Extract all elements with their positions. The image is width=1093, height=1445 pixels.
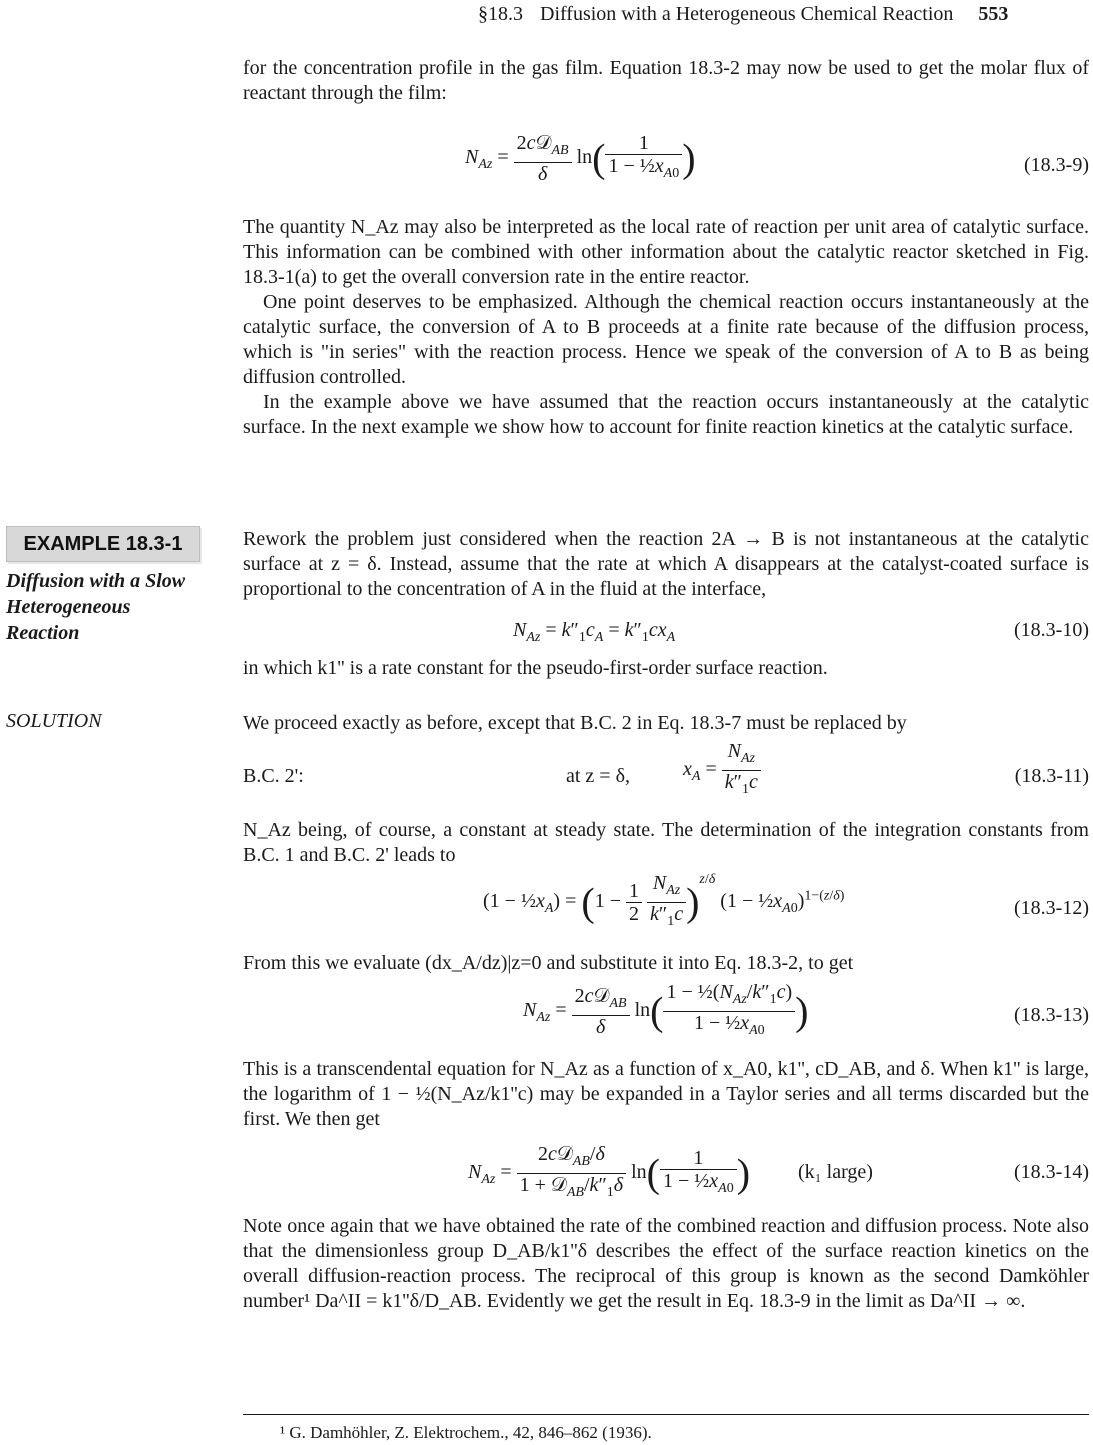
example-badge: EXAMPLE 18.3-1 bbox=[6, 526, 200, 562]
equation-body: $N_{Az} = k''_1c_A = k''_1cx_A$ bbox=[513, 619, 676, 645]
equation-18-3-10 bbox=[243, 617, 1089, 657]
equation-18-3-13 bbox=[243, 981, 1089, 1038]
paragraph-text: Note once again that we have obtained the rate of the combined reaction and diffusion process. Note also that the dimensionless group D_AB/k1''δ describes the effect of the surface reaction kinetics on the overall diffusion-reaction process. The reciprocal of this group is known as the second Damköhler number¹ Da^II = k1''δ/D_AB. Evidently we get the result in Eq. 18.3-9 in the limit as Da^II → ∞. bbox=[243, 1215, 1089, 1312]
equation-number: (18.3-12) bbox=[1014, 897, 1089, 919]
equation-number: (18.3-14) bbox=[1014, 1161, 1089, 1183]
paragraph-text: N_Az being, of course, a constant at steady state. The determination of the integration constants from B.C. 1 and B.C. 2' leads to bbox=[243, 819, 1089, 866]
footnote-rule bbox=[243, 1414, 1089, 1415]
equation-note: (k₁ large) bbox=[798, 1161, 873, 1183]
equation-number: (18.3-13) bbox=[1014, 1004, 1089, 1026]
equation-18-3-12 bbox=[243, 872, 1089, 929]
paragraph-text: The quantity N_Az may also be interpreted as the local rate of reaction per unit area of catalytic surface. This information can be combined with other information about the catalytic reactor sketched in Fig. 18.3-1(a) to get the overall conversion rate in the entire reactor. bbox=[243, 216, 1089, 288]
equation-18-3-14 bbox=[243, 1143, 1089, 1200]
footnote: ¹ G. Damhöhler, Z. Elektrochem., 42, 846–862 (1936). bbox=[280, 1423, 652, 1442]
running-header bbox=[478, 3, 1090, 29]
paragraph-intro bbox=[243, 56, 1089, 106]
paragraph-text: We proceed exactly as before, except that B.C. 2 in Eq. 18.3-7 must be replaced by bbox=[243, 712, 907, 734]
paragraph-discussion bbox=[243, 215, 1089, 440]
header-section: §18.3 bbox=[478, 3, 523, 25]
equation-number: (18.3-9) bbox=[1024, 154, 1089, 176]
boundary-condition-label: B.C. 2': bbox=[243, 765, 304, 787]
solution-label: SOLUTION bbox=[6, 710, 102, 732]
equation-18-3-9 bbox=[243, 132, 1089, 186]
equation-body: $N_{Az}$ = $\frac{2c𝒟_{AB}}{\delta}$ ln( $\frac{1 - \frac{1}{2}(N_{Az}/k''_1c)}{1 - \frac{1}{2}x_{A0}}$ ) bbox=[523, 981, 808, 1042]
equation-condition: at z = δ, bbox=[566, 765, 631, 787]
solution-paragraph bbox=[243, 1057, 1089, 1132]
paragraph-text: in which k1'' is a rate constant for the pseudo-first-order surface reaction. bbox=[243, 657, 828, 679]
paragraph-text: One point deserves to be emphasized. Although the chemical reaction occurs instantaneously at the catalytic surface, the conversion of A to B proceeds at a finite rate because of the diffusion process, which is "in series" with the reaction process. Hence we speak of the conversion of A to B as being diffusion controlled. bbox=[243, 291, 1089, 388]
page-number: 553 bbox=[978, 3, 1009, 25]
example-title-line: Diffusion with a Slow bbox=[6, 570, 186, 592]
paragraph-text: Rework the problem just considered when the reaction 2A → B is not instantaneous at the catalytic surface at z = δ. Instead, assume that the rate at which A disappears at the catalyst-coated surface is proportional to the concentration of A in the fluid at the interface, bbox=[243, 528, 1089, 600]
example-note bbox=[243, 656, 1089, 681]
equation-number: (18.3-10) bbox=[1014, 619, 1089, 641]
equation-number: (18.3-11) bbox=[1014, 765, 1089, 787]
example-title bbox=[6, 568, 231, 646]
paragraph-text: for the concentration profile in the gas film. Equation 18.3-2 may now be used to get the molar flux of reactant through the film: bbox=[243, 57, 1089, 104]
solution-paragraph bbox=[243, 951, 1089, 976]
example-statement bbox=[243, 527, 1089, 602]
equation-18-3-11 bbox=[243, 740, 1089, 797]
solution-paragraph bbox=[243, 818, 1089, 868]
equation-body: $x_A$ = $\frac{N_{Az}}{k''_1c}$ bbox=[683, 740, 761, 801]
equation-body: $N_{Az}$ = $\frac{2c𝒟_{AB}/\delta}{1 + 𝒟_{AB}/k''_1\delta}$ ln( $\frac{1}{1 - \frac{1}{2}x_{A0}}$ ) bbox=[468, 1143, 750, 1204]
solution-intro bbox=[243, 711, 1089, 736]
solution-paragraph bbox=[243, 1214, 1089, 1314]
example-title-line: Heterogeneous bbox=[6, 596, 131, 618]
paragraph-text: In the example above we have assumed that the reaction occurs instantaneously at the catalytic surface. In the next example we show how to account for finite reaction kinetics at the catalytic surface. bbox=[243, 391, 1089, 438]
example-title-line: Reaction bbox=[6, 622, 80, 644]
equation-body: $N_{Az}$ = $\frac{2c𝒟_{AB}}{\delta}$ ln( $\frac{1}{1 - \frac{1}{2}x_{A0}}$ ) bbox=[465, 132, 696, 185]
paragraph-text: This is a transcendental equation for N_Az as a function of x_A0, k1'', cD_AB, and δ. When k1'' is large, the logarithm of 1 − ½(N_Az/k1''c) may be expanded in a Taylor series and all terms discarded but the first. We then get bbox=[243, 1058, 1089, 1130]
paragraph-text: From this we evaluate (dx_A/dz)|z=0 and substitute it into Eq. 18.3-2, to get bbox=[243, 952, 854, 974]
header-title: Diffusion with a Heterogeneous Chemical Reaction bbox=[540, 3, 954, 25]
equation-body: $(1 - \frac{1}{2}x_A) = (1$ − $\frac{1}{2}$ $\frac{N_{Az}}{k''_1c}$ )$^{z/\delta}$ $(1 - \frac{1}{2}x_{A0})^{1-(z/\delta)}$ bbox=[483, 872, 844, 933]
